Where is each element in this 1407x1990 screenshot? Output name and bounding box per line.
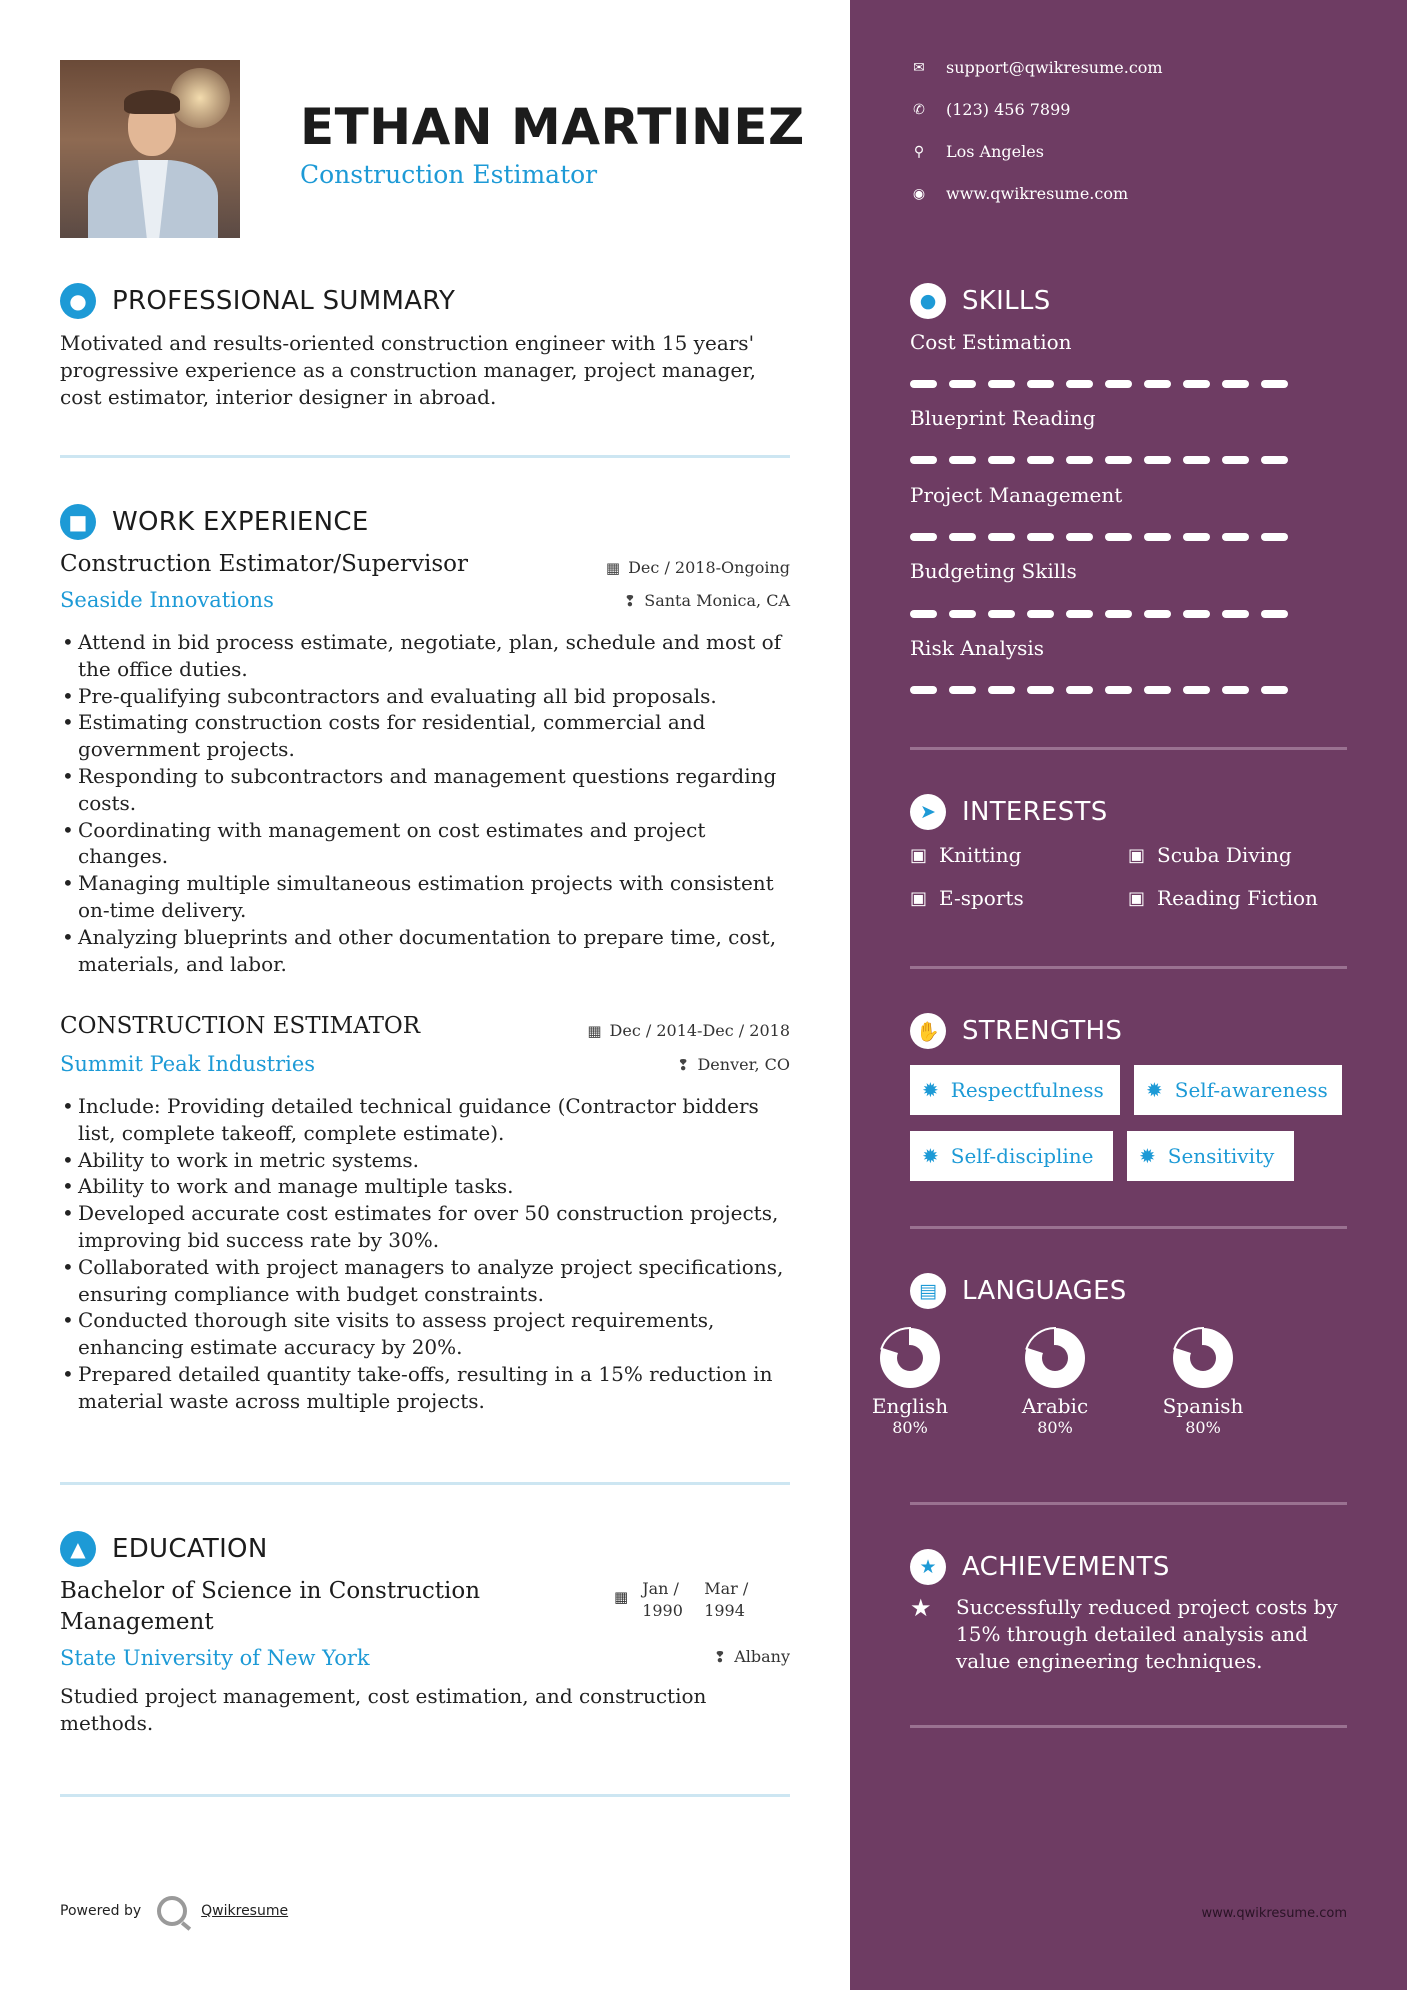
profile-photo: [60, 60, 240, 238]
list-item: • Attend in bid process estimate, negotiate, plan, schedule and most of the office duties.: [60, 629, 790, 683]
pin-icon: ❢: [713, 1647, 727, 1666]
book-icon: ▣: [1128, 844, 1146, 866]
language-name: Arabic: [1021, 1394, 1089, 1418]
calendar-icon: ▦: [605, 558, 621, 577]
graduation-icon: ▲: [60, 1531, 96, 1567]
strength-tag: ✹ Sensitivity: [1127, 1131, 1294, 1181]
map-marker-icon: ⚲: [913, 143, 925, 160]
badge-icon: ✹: [1146, 1078, 1163, 1102]
job-bullets: [60, 629, 790, 977]
interest-item: ▣ Knitting: [910, 843, 1022, 867]
job-location: ❢ Santa Monica, CA: [623, 591, 790, 610]
globe-icon: ◉: [912, 185, 926, 202]
language-item: [850, 1326, 970, 1437]
strengths-heading: STRENGTHS: [962, 1016, 1123, 1046]
contact-phone[interactable]: ✆ (123) 456 7899: [910, 100, 1070, 119]
language-name: Spanish: [1162, 1394, 1244, 1418]
experience-header: [60, 504, 369, 540]
skill-level-bar: [910, 533, 1288, 541]
lightbulb-icon: ●: [910, 283, 946, 319]
skill-name: Blueprint Reading: [910, 406, 1096, 430]
list-item: • Ability to work in metric systems.: [60, 1147, 790, 1174]
qwikresume-logo-icon: [157, 1896, 187, 1926]
list-item: • Collaborated with project managers to analyze project specifications, ensuring compliance with budget constraints.: [60, 1254, 790, 1308]
education-end: Mar / 1994: [704, 1579, 749, 1620]
list-item: • Responding to subcontractors and management questions regarding costs.: [60, 763, 790, 817]
strength-tag: ✹ Respectfulness: [910, 1065, 1120, 1115]
language-donut: [1023, 1326, 1087, 1390]
phone-icon: ✆: [913, 101, 925, 118]
list-item: • Estimating construction costs for residential, commercial and government projects.: [60, 709, 790, 763]
footer-branding: [60, 1896, 288, 1926]
divider: [60, 1482, 790, 1485]
education-start: Jan / 1990: [642, 1579, 683, 1620]
star-icon: ★: [910, 1594, 932, 1622]
chair-icon: ■: [60, 504, 96, 540]
list-item: • Analyzing blueprints and other documentation to prepare time, cost, materials, and labor.: [60, 924, 790, 978]
divider: [910, 747, 1347, 750]
strengths-header: [910, 1013, 1122, 1049]
languages-heading: LANGUAGES: [962, 1276, 1127, 1306]
footer-url[interactable]: www.qwikresume.com: [1201, 1906, 1347, 1921]
contact-location: ⚲ Los Angeles: [910, 142, 1044, 161]
divider: [910, 1502, 1347, 1505]
user-icon: ●: [60, 283, 96, 319]
interest-item: ▣ Reading Fiction: [1128, 886, 1318, 910]
star-badge-icon: ★: [910, 1549, 946, 1585]
fist-icon: ✋: [910, 1013, 946, 1049]
badge-icon: ✹: [1139, 1144, 1156, 1168]
divider: [60, 455, 790, 458]
job-dates: ▦ Dec / 2014-Dec / 2018: [587, 1021, 790, 1040]
divider: [910, 1226, 1347, 1229]
divider: [910, 966, 1347, 969]
company-name: Seaside Innovations: [60, 588, 274, 612]
strength-tag: ✹ Self-discipline: [910, 1131, 1113, 1181]
contact-website[interactable]: ◉ www.qwikresume.com: [910, 184, 1128, 203]
language-icon: ▤: [910, 1273, 946, 1309]
pin-icon: ❢: [676, 1055, 690, 1074]
interest-item: ▣ Scuba Diving: [1128, 843, 1292, 867]
list-item: • Managing multiple simultaneous estimation projects with consistent on-time delivery.: [60, 870, 790, 924]
list-item: • Include: Providing detailed technical guidance (Contractor bidders list, complete takeoff, complete estimate).: [60, 1093, 790, 1147]
sidebar: [850, 0, 1407, 1990]
company-name: Summit Peak Industries: [60, 1052, 316, 1076]
skills-heading: SKILLS: [962, 286, 1051, 316]
job-location: ❢ Denver, CO: [676, 1055, 790, 1074]
language-item: [995, 1326, 1115, 1437]
degree-title: Bachelor of Science in Construction Management: [60, 1578, 481, 1635]
school-name: State University of New York: [60, 1646, 370, 1670]
list-item: • Pre-qualifying subcontractors and evaluating all bid proposals.: [60, 683, 790, 710]
qwikresume-link[interactable]: Qwikresume: [201, 1903, 289, 1919]
skill-name: Risk Analysis: [910, 636, 1045, 660]
language-level: 80%: [892, 1418, 928, 1437]
calendar-icon: ▦: [614, 1588, 629, 1606]
badge-icon: ✹: [922, 1144, 939, 1168]
book-icon: ▣: [910, 844, 928, 866]
skill-level-bar: [910, 610, 1288, 618]
job-bullets: [60, 1093, 790, 1415]
experience-heading: WORK EXPERIENCE: [112, 507, 369, 537]
education-heading: EDUCATION: [112, 1534, 268, 1564]
badge-icon: ✹: [922, 1078, 939, 1102]
skill-level-bar: [910, 686, 1288, 694]
skill-level-bar: [910, 380, 1288, 388]
powered-by-label: Powered by: [60, 1903, 142, 1919]
summary-text: Motivated and results-oriented construction engineer with 15 years' progressive experience as a construction manager, project manager, cost estimator, interior designer in abroad.: [60, 331, 756, 409]
skill-name: Budgeting Skills: [910, 559, 1077, 583]
skill-name: Project Management: [910, 483, 1123, 507]
candidate-title: Construction Estimator: [300, 160, 598, 189]
contact-email[interactable]: ✉ support@qwikresume.com: [910, 58, 1163, 77]
language-donut: [878, 1326, 942, 1390]
list-item: • Developed accurate cost estimates for over 50 construction projects, improving bid success rate by 30%.: [60, 1200, 790, 1254]
list-item: • Prepared detailed quantity take-offs, resulting in a 15% reduction in material waste across multiple projects.: [60, 1361, 790, 1415]
skills-header: [910, 283, 1051, 319]
achievements-header: [910, 1549, 1170, 1585]
calendar-icon: ▦: [587, 1021, 602, 1040]
list-item: • Conducted thorough site visits to assess project requirements, enhancing estimate accuracy by 20%.: [60, 1307, 790, 1361]
language-item: [1143, 1326, 1263, 1437]
education-header: [60, 1531, 268, 1567]
paper-plane-icon: ➤: [910, 794, 946, 830]
book-icon: ▣: [910, 887, 928, 909]
pin-icon: ❢: [623, 591, 637, 610]
language-name: English: [871, 1394, 949, 1418]
skill-name: Cost Estimation: [910, 330, 1072, 354]
education-description: Studied project management, cost estimation, and construction methods.: [60, 1684, 707, 1735]
achievement-text: Successfully reduced project costs by 15% through detailed analysis and value engineering techniques.: [956, 1595, 1338, 1673]
envelope-icon: ✉: [913, 59, 925, 76]
strength-tag: ✹ Self-awareness: [1134, 1065, 1342, 1115]
list-item: • Ability to work and manage multiple tasks.: [60, 1173, 790, 1200]
skill-level-bar: [910, 456, 1288, 464]
languages-header: [910, 1273, 1127, 1309]
language-donut: [1171, 1326, 1235, 1390]
language-level: 80%: [1185, 1418, 1221, 1437]
job-dates: ▦ Dec / 2018-Ongoing: [605, 558, 790, 577]
list-item: • Coordinating with management on cost estimates and project changes.: [60, 817, 790, 871]
book-icon: ▣: [1128, 887, 1146, 909]
interests-header: [910, 794, 1108, 830]
summary-heading: PROFESSIONAL SUMMARY: [112, 286, 456, 316]
divider: [60, 1794, 790, 1797]
job-title: CONSTRUCTION ESTIMATOR: [60, 1013, 421, 1039]
interests-heading: INTERESTS: [962, 797, 1108, 827]
divider: [910, 1725, 1347, 1728]
candidate-name: ETHAN MARTINEZ: [300, 98, 805, 156]
education-location: ❢ Albany: [713, 1647, 790, 1666]
summary-header: [60, 283, 455, 319]
achievements-heading: ACHIEVEMENTS: [962, 1552, 1170, 1582]
job-title: Construction Estimator/Supervisor: [60, 551, 469, 577]
language-level: 80%: [1037, 1418, 1073, 1437]
education-dates: [614, 1578, 752, 1622]
interest-item: ▣ E-sports: [910, 886, 1024, 910]
achievement-item: [910, 1594, 1356, 1675]
